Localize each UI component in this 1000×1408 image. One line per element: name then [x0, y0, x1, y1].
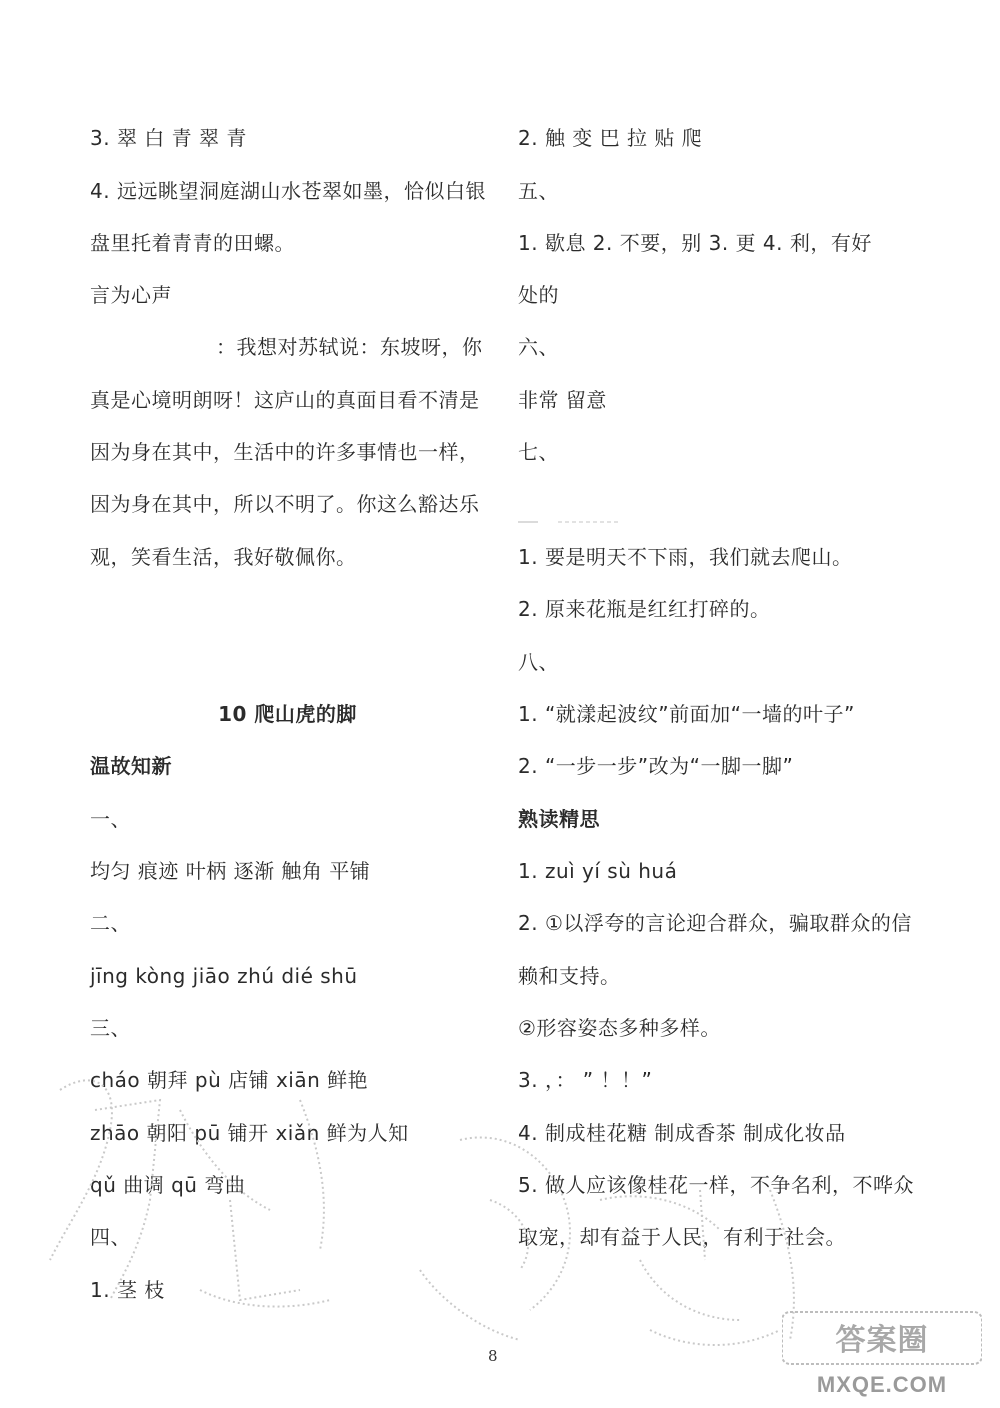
answer-line: cháo 朝拜 pù 店铺 xiān 鲜艳 [90, 1068, 369, 1092]
answer-line: 均匀 痕迹 叶柄 逐渐 触角 平铺 [90, 859, 371, 883]
page-number: 8 [488, 1347, 498, 1365]
question-number: 一、 [90, 807, 131, 831]
answer-line: 5. 做人应该像桂花一样，不争名利，不哗众 [518, 1173, 914, 1197]
answer-line: 观，笑看生活，我好敬佩你。 [90, 545, 357, 569]
logo-chars: 答案圈 [835, 1324, 929, 1357]
answer-line: 1. “就漾起波纹”前面加“一墙的叶子” [518, 702, 855, 726]
answer-line: jīng kòng jiāo zhú dié shū [90, 964, 358, 988]
answer-line: zhāo 朝阳 pū 铺开 xiǎn 鲜为人知 [90, 1121, 409, 1145]
logo-domain: MXQE.COM [816, 1372, 948, 1397]
question-number: 四、 [90, 1225, 131, 1249]
answer-line: 真是心境明朗呀！这庐山的真面目看不清是 [90, 388, 480, 412]
answer-line: 2. “一步一步”改为“一脚一脚” [518, 754, 794, 778]
section-heading: 熟读精思 [518, 807, 600, 831]
answer-line: 赖和支持。 [518, 964, 621, 988]
answer-line: 3. 翠 白 青 翠 青 [90, 126, 247, 150]
question-number: 七、 [518, 440, 559, 464]
answer-line: 4. 制成桂花糖 制成香茶 制成化妆品 [518, 1121, 846, 1145]
answer-line: 因为身在其中，生活中的许多事情也一样， [90, 440, 480, 464]
answer-line: qǔ 曲调 qū 弯曲 [90, 1173, 246, 1197]
section-heading: 温故知新 [90, 754, 172, 778]
answer-line: 4. 远远眺望洞庭湖山水苍翠如墨，恰似白银 [90, 179, 486, 203]
answer-line: 盘里托着青青的田螺。 [90, 231, 295, 255]
faint-marks [518, 510, 638, 516]
question-number: 八、 [518, 650, 559, 674]
answer-line: 3. ，： ” ！！” [518, 1068, 653, 1092]
answer-line: 2. 原来花瓶是红红打碎的。 [518, 597, 771, 621]
answer-line: ：我想对苏轼说：东坡呀，你 [216, 335, 483, 359]
answer-line: 2. ①以浮夸的言论迎合群众，骗取群众的信 [518, 911, 912, 935]
question-number: 六、 [518, 335, 559, 359]
answer-line: 处的 [518, 283, 559, 307]
answer-line: 2. 触 变 巴 拉 贴 爬 [518, 126, 703, 150]
answer-line: 1. 茎 枝 [90, 1278, 165, 1302]
answer-line: 1. 歇息 2. 不要，别 3. 更 4. 利，有好 [518, 231, 872, 255]
answer-line: 非常 留意 [518, 388, 607, 412]
answer-line: 1. 要是明天不下雨，我们就去爬山。 [518, 545, 853, 569]
question-number: 二、 [90, 911, 131, 935]
lesson-title: 10 爬山虎的脚 [218, 702, 357, 726]
answer-line: ②形容姿态多种多样。 [518, 1016, 721, 1040]
answer-line: 取宠，却有益于人民，有利于社会。 [518, 1225, 846, 1249]
answer-line: 1. zuì yí sù huá [518, 859, 678, 883]
answer-line: 因为身在其中，所以不明了。你这么豁达乐 [90, 492, 480, 516]
question-number: 五、 [518, 179, 559, 203]
subsection-label: 言为心声 [90, 283, 172, 307]
site-logo [782, 1308, 982, 1398]
question-number: 三、 [90, 1016, 131, 1040]
